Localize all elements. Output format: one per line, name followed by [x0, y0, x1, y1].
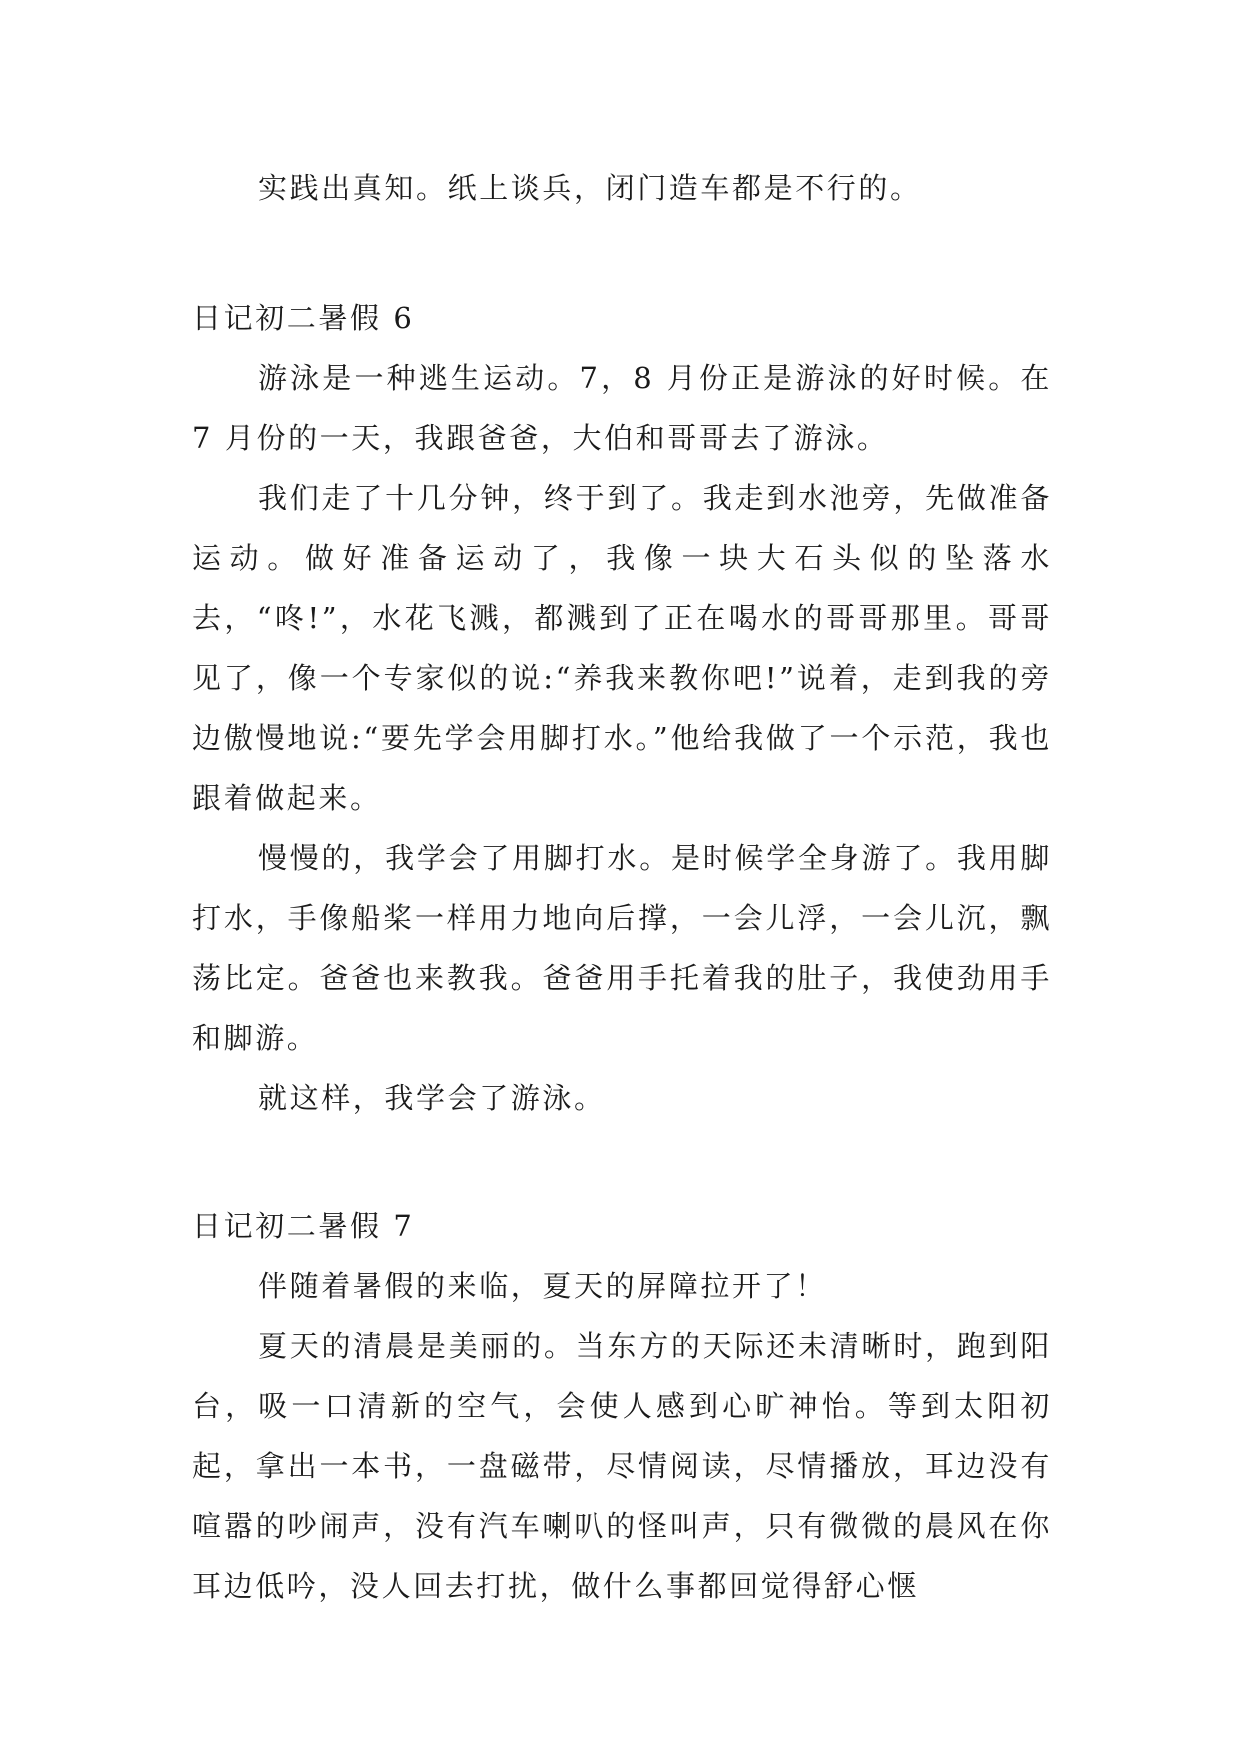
section-gap: [192, 1128, 1052, 1196]
entry-6-paragraph-1: 游泳是一种逃生运动。7，8 月份正是游泳的好时候。在 7 月份的一天，我跟爸爸，大伯和哥哥去了游泳。: [192, 361, 1052, 455]
entry-6-paragraph-4: 就这样，我学会了游泳。: [258, 1081, 606, 1115]
entry-6-title: 日记初二暑假 6: [192, 301, 415, 335]
entry-6-paragraph-2: 我们走了十几分钟，终于到了。我走到水池旁，先做准备运动。做好准备运动了，我像一块大石头似的坠落水去，“咚!”，水花飞溅，都溅到了正在喝水的哥哥那里。哥哥见了，像一个专家似的说:“养我来教你吧!”说着，走到我的旁边傲慢地说:“要先学会用脚打水。”他给我做了一个示范，我也跟着做起来。: [192, 481, 1052, 815]
document-page: [192, 158, 1052, 1616]
intro-paragraph: 实践出真知。纸上谈兵，闭门造车都是不行的。: [258, 171, 922, 205]
entry-6-paragraph-3: 慢慢的，我学会了用脚打水。是时候学全身游了。我用脚打水，手像船桨一样用力地向后撑，一会儿浮，一会儿沉，飘荡比定。爸爸也来教我。爸爸用手托着我的肚子，我使劲用手和脚游。: [192, 841, 1052, 1055]
entry-7-paragraph-1: 伴随着暑假的来临，夏天的屏障拉开了！: [258, 1269, 827, 1303]
entry-7-paragraph-2: 夏天的清晨是美丽的。当东方的天际还未清晰时，跑到阳台，吸一口清新的空气，会使人感到心旷神怡。等到太阳初起，拿出一本书，一盘磁带，尽情阅读，尽情播放，耳边没有喧嚣的吵闹声，没有汽车喇叭的怪叫声，只有微微的晨风在你耳边低吟，没人回去打扰，做什么事都回觉得舒心惬: [192, 1329, 1052, 1603]
entry-7-title: 日记初二暑假 7: [192, 1209, 415, 1243]
section-gap: [192, 218, 1052, 288]
